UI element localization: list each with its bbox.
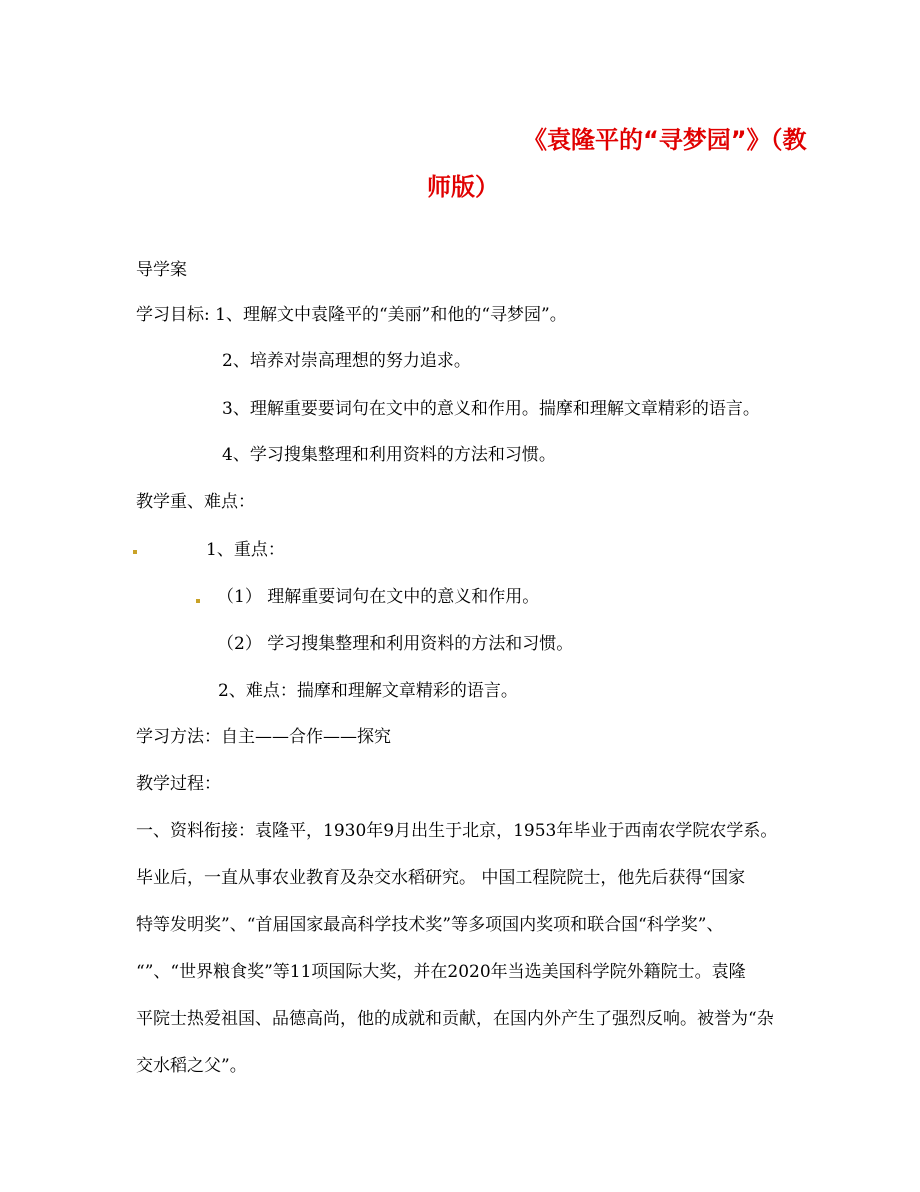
objective-line: 2、培养对崇高理想的努力追求。 xyxy=(222,351,471,371)
paragraph-line: 一、资料衔接：袁隆平，1930年9月出生于北京，1953年毕业于西南农学院农学系。 xyxy=(136,821,778,841)
learning-method: 学习方法：自主——合作——探究 xyxy=(136,727,391,747)
key-point-1: 1、重点： xyxy=(206,540,285,560)
key-point-item: （2） 学习搜集整理和利用资料的方法和习惯。 xyxy=(217,634,574,654)
section-label: 导学案 xyxy=(136,260,187,280)
objective-line: 4、学习搜集整理和利用资料的方法和习惯。 xyxy=(222,445,556,465)
paragraph-marker-icon xyxy=(196,599,200,603)
document-title-line-1: 《袁隆平的“寻梦园”》（教 xyxy=(523,126,807,154)
objective-line: 学习目标: 1、理解文中袁隆平的“美丽”和他的“寻梦园”。 xyxy=(136,305,567,325)
document-title-line-2: 师版） xyxy=(427,173,499,201)
paragraph-line: 交水稻之父”。 xyxy=(136,1056,247,1076)
paragraph-line: “”、“世界粮食奖”等11项国际大奖，并在2020年当选美国科学院外籍院士。袁隆 xyxy=(136,962,746,982)
paragraph-line: 平院士热爱祖国、品德高尚，他的成就和贡献，在国内外产生了强烈反响。被誉为“杂 xyxy=(136,1009,774,1029)
key-points-heading: 教学重、难点： xyxy=(136,492,255,512)
objective-line: 3、理解重要要词句在文中的意义和作用。揣摩和理解文章精彩的语言。 xyxy=(222,399,760,419)
paragraph-line: 毕业后，一直从事农业教育及杂交水稻研究。 中国工程院院士，他先后获得“国家 xyxy=(136,868,746,888)
paragraph-line: 特等发明奖”、“首届国家最高科学技术奖”等多项国内奖项和联合国“科学奖”、 xyxy=(136,915,724,935)
key-point-item: （1） 理解重要词句在文中的意义和作用。 xyxy=(217,587,540,607)
paragraph-marker-icon xyxy=(133,550,137,554)
key-point-2: 2、难点：揣摩和理解文章精彩的语言。 xyxy=(218,681,518,701)
process-heading: 教学过程： xyxy=(136,774,221,794)
